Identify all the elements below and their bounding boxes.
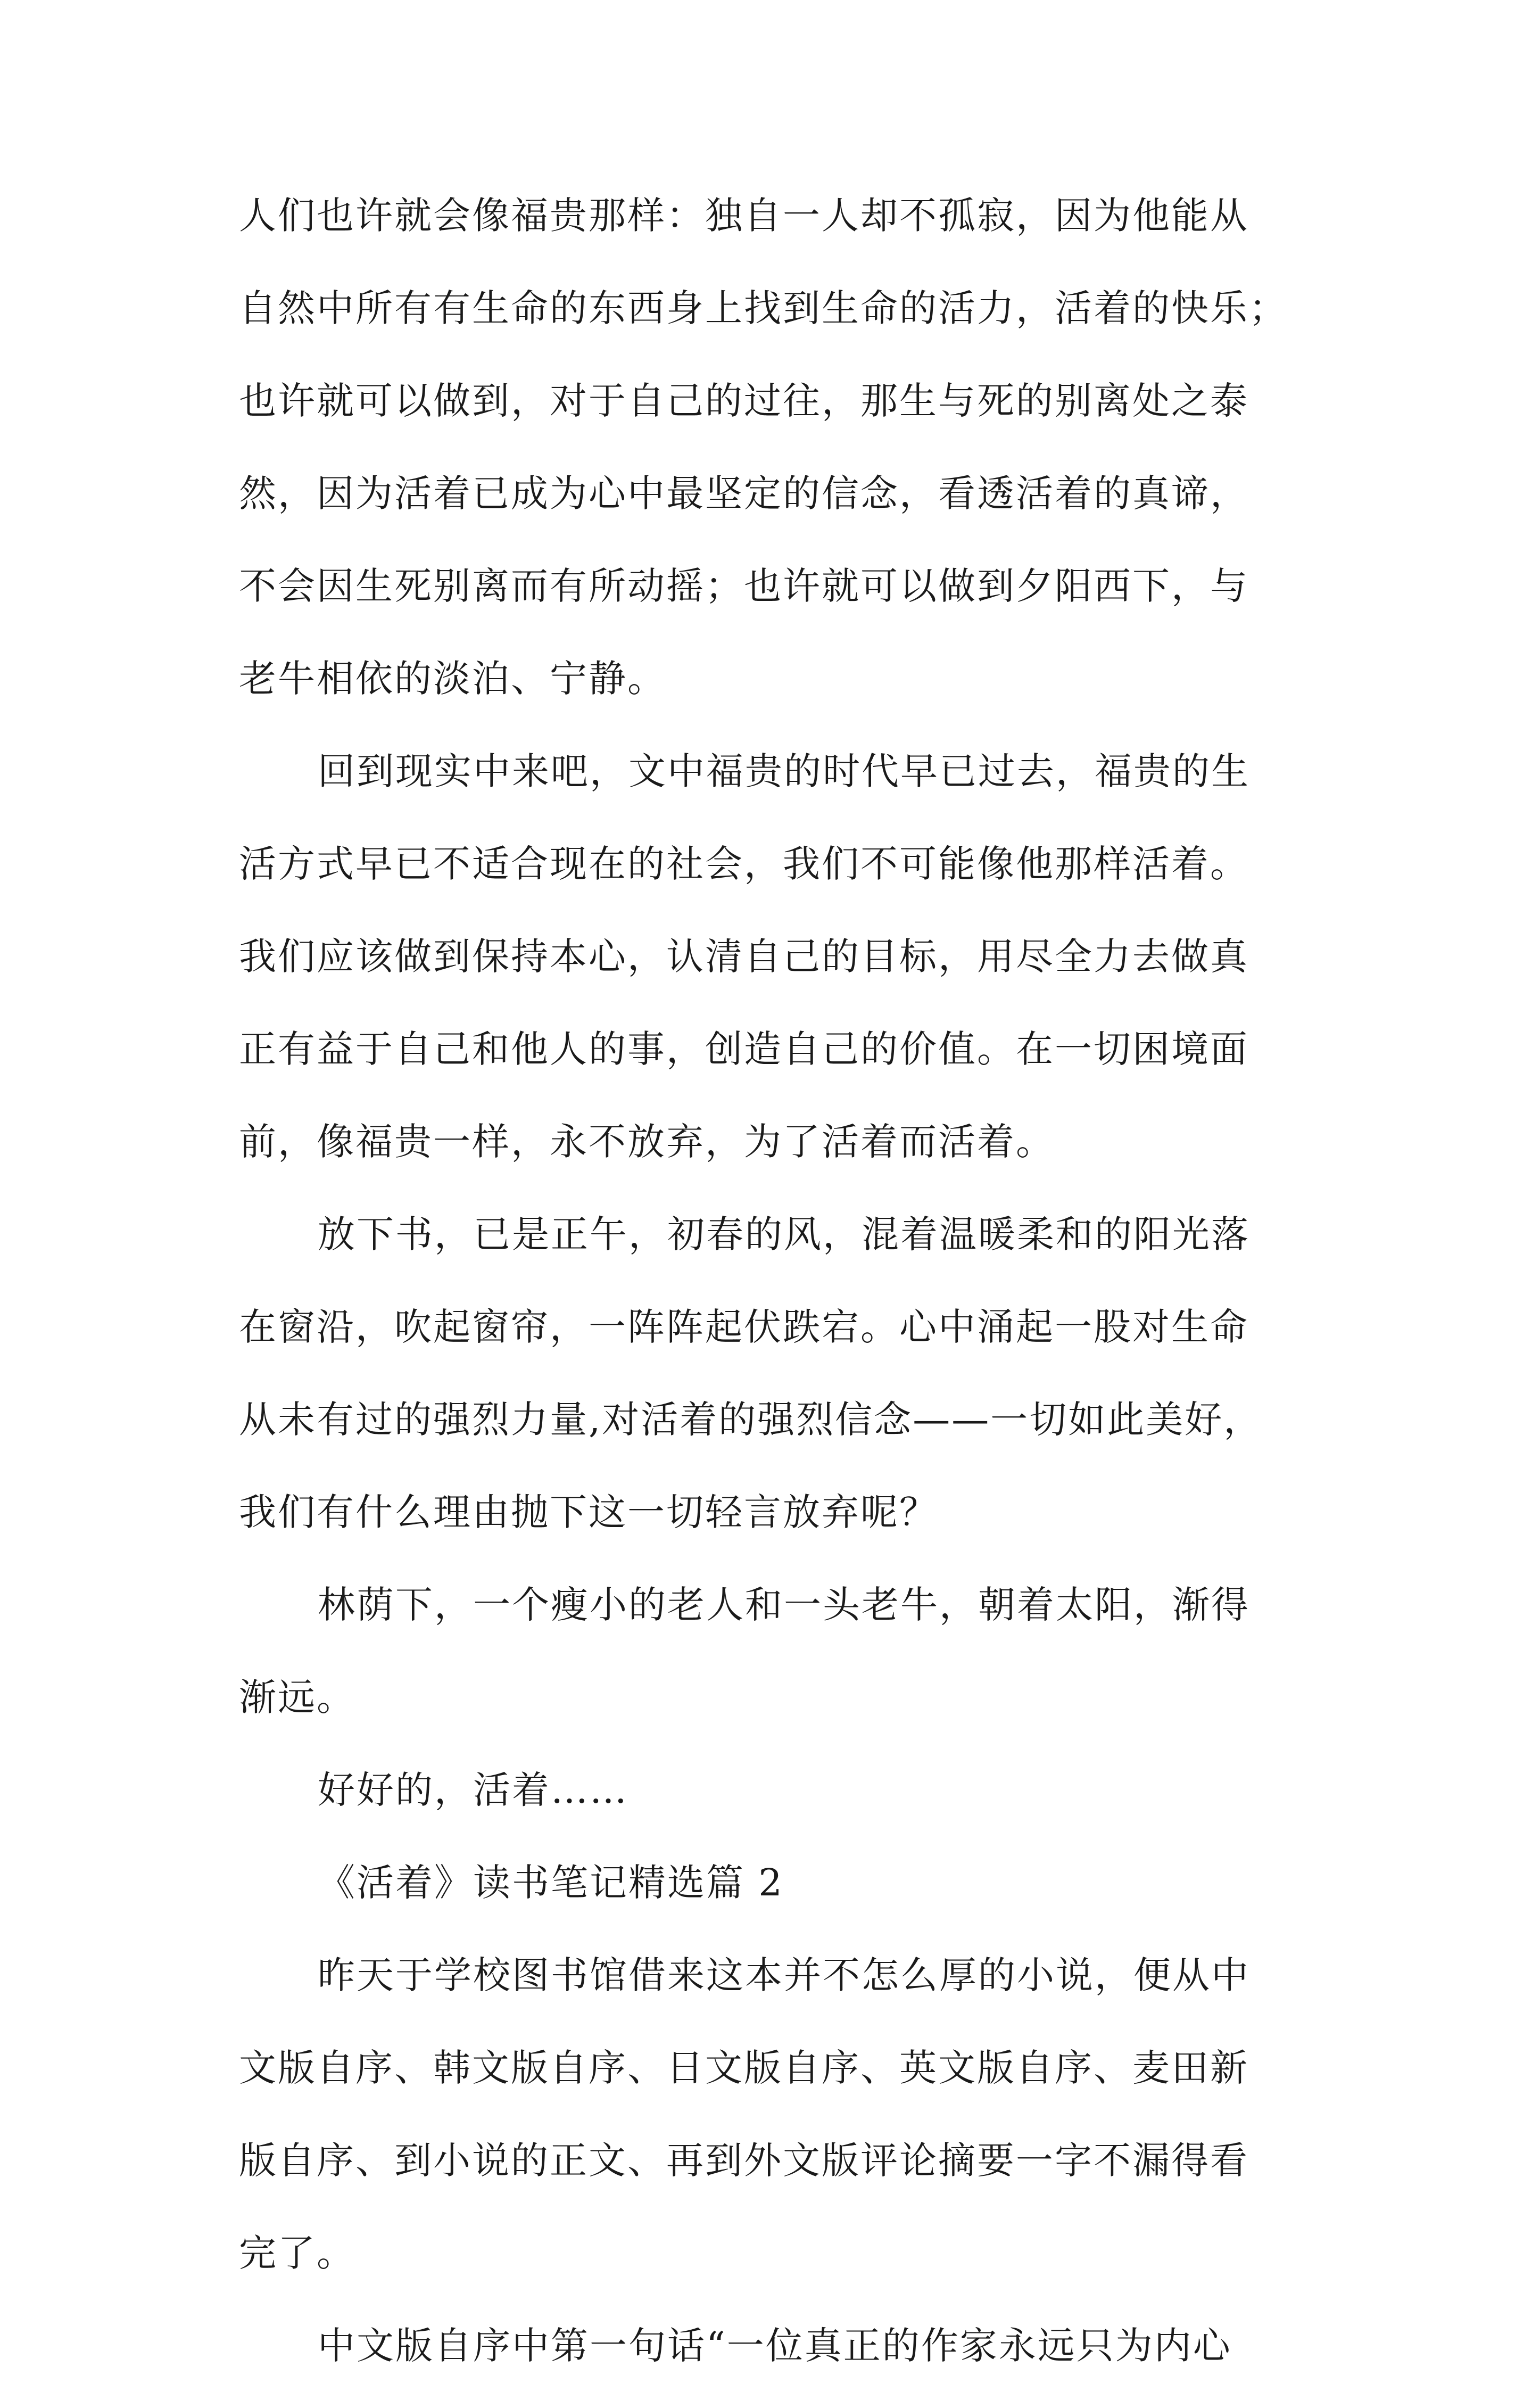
text-line: 活方式早已不适合现在的社会，我们不可能像他那样活着。 [239,842,1249,886]
paragraph-first-line: 好好的，活着…… [318,1768,628,1812]
paragraph-first-line: 林荫下，一个瘦小的老人和一头老牛，朝着太阳，渐得 [318,1583,1250,1627]
paragraph-first-line: 中文版自序中第一句话“一位真正的作家永远只为内心 [318,2324,1232,2368]
text-line: 版自序、到小说的正文、再到外文版评论摘要一字不漏得看 [239,2139,1249,2182]
text-line: 我们有什么理由抛下这一切轻言放弃呢？ [239,1490,938,1534]
paragraph-first-line: 昨天于学校图书馆借来这本并不怎么厚的小说，便从中 [318,1953,1250,1997]
text-line: 文版自序、韩文版自序、日文版自序、英文版自序、麦田新 [239,2046,1249,2090]
text-line: 完了。 [239,2231,355,2275]
paragraph-first-line: 回到现实中来吧，文中福贵的时代早已过去，福贵的生 [318,749,1250,793]
text-line: 不会因生死别离而有所动摇；也许就可以做到夕阳西下，与 [239,564,1249,608]
section-heading: 《活着》读书笔记精选篇 2 [318,1861,784,1904]
text-line: 也许就可以做到，对于自己的过往，那生与死的别离处之泰 [239,379,1249,423]
text-line: 渐远。 [239,1676,355,1719]
text-line: 在窗沿，吹起窗帘，一阵阵起伏跌宕。心中涌起一股对生命 [239,1305,1249,1349]
text-line: 然，因为活着已成为心中最坚定的信念，看透活着的真谛， [239,472,1249,515]
text-line: 老牛相依的淡泊、宁静。 [239,657,666,700]
text-line: 从未有过的强烈力量,对活着的强烈信念——一切如此美好， [239,1398,1263,1441]
text-line: 人们也许就会像福贵那样：独自一人却不孤寂，因为他能从 [239,194,1249,237]
text-line: 我们应该做到保持本心，认清自己的目标，用尽全力去做真 [239,935,1249,978]
text-line: 前，像福贵一样，永不放弃，为了活着而活着。 [239,1120,1055,1164]
paragraph-first-line: 放下书，已是正午，初春的风，混着温暖柔和的阳光落 [318,1213,1250,1256]
text-line: 自然中所有有生命的东西身上找到生命的活力，活着的快乐； [239,286,1288,330]
text-line: 正有益于自己和他人的事，创造自己的价值。在一切困境面 [239,1027,1249,1071]
body-text [239,169,1303,2392]
